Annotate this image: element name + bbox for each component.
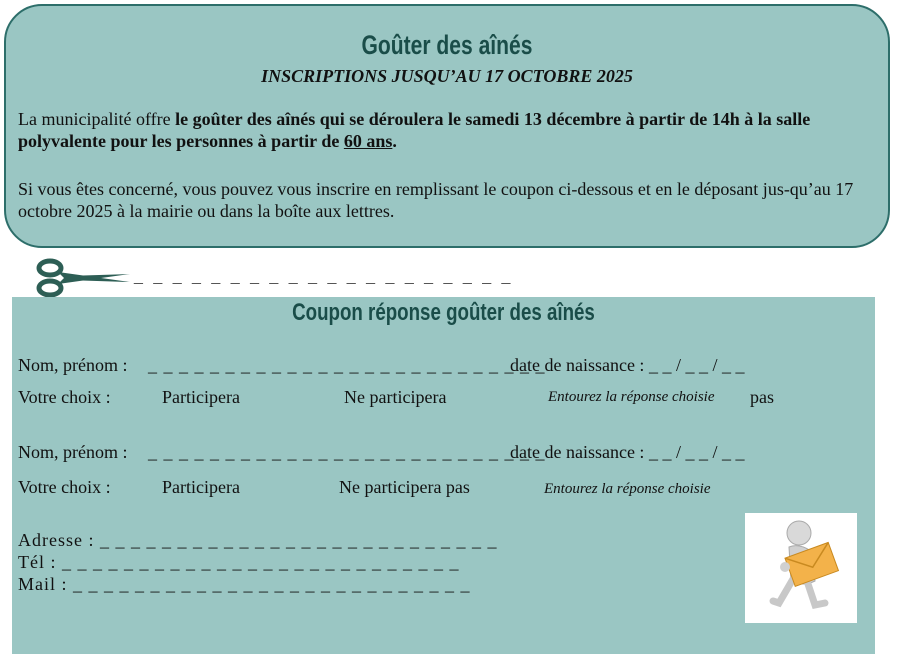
invitation-paragraph — [18, 108, 890, 152]
invitation-details: le goûter des aînés qui se déroulera le samedi 13 décembre à partir de 14h à la salle polyvalente pour les personnes à partir de — [18, 109, 811, 151]
person2-name-label: Nom, prénom : — [18, 442, 128, 462]
envelope-illustration — [745, 513, 857, 623]
person1-name-label: Nom, prénom : — [18, 355, 128, 375]
person1-hint: Entourez la réponse choisie — [548, 389, 715, 405]
person1-dob-field[interactable]: date de naissance : _ _ / _ _ / _ _ — [510, 355, 745, 375]
coupon-title: Coupon réponse goûter des aînés — [292, 299, 595, 326]
invitation-prefix: La municipalité offre — [18, 109, 176, 129]
person1-trailing-text: pas — [750, 387, 774, 407]
person2-name-field[interactable]: _ _ _ _ _ _ _ _ _ _ _ _ _ _ _ _ _ _ _ _ _ _ _ _ _ _ — [148, 442, 546, 462]
person2-choice-label: Votre choix : — [18, 477, 111, 497]
person1-option-decline[interactable]: Ne participera — [344, 387, 447, 407]
cut-line: _ _ _ _ _ _ _ _ _ _ _ _ _ _ _ _ _ _ _ _ — [134, 268, 514, 285]
person1-name-field[interactable]: _ _ _ _ _ _ _ _ _ _ _ _ _ _ _ _ _ _ _ _ _ _ _ _ _ _ — [148, 355, 546, 375]
age-threshold: 60 ans — [343, 131, 393, 151]
instructions-paragraph: Si vous êtes concerné, vous pouvez vous inscrire en remplissant le coupon ci-dessous et en le déposant jus-qu’au 17 octobre 2025 à la mairie ou dans la boîte aux lettres. — [18, 179, 854, 221]
phone-field[interactable]: Tél : _ _ _ _ _ _ _ _ _ _ _ _ _ _ _ _ _ _ _ _ _ _ _ _ _ _ — [18, 552, 460, 572]
envelope-person-icon — [745, 513, 857, 623]
announcement-box — [4, 4, 890, 248]
reply-coupon — [12, 297, 875, 654]
person2-option-decline[interactable]: Ne participera pas — [339, 477, 470, 497]
invitation-suffix: . — [392, 131, 397, 151]
scissors-icon — [36, 258, 132, 298]
email-field[interactable]: Mail : _ _ _ _ _ _ _ _ _ _ _ _ _ _ _ _ _ _ _ _ _ _ _ _ _ _ — [18, 574, 471, 594]
person1-option-participate[interactable]: Participera — [162, 387, 240, 407]
person2-option-participate[interactable]: Participera — [162, 477, 240, 497]
person2-hint: Entourez la réponse choisie — [544, 481, 711, 497]
registration-deadline: INSCRIPTIONS JUSQU’AU 17 OCTOBRE 2025 — [261, 66, 633, 86]
person2-dob-field[interactable]: date de naissance : _ _ / _ _ / _ _ — [510, 442, 745, 462]
person1-choice-label: Votre choix : — [18, 387, 111, 407]
page-title: Goûter des aînés — [361, 30, 533, 60]
address-field[interactable]: Adresse : _ _ _ _ _ _ _ _ _ _ _ _ _ _ _ _ _ _ _ _ _ _ _ _ _ _ — [18, 530, 498, 550]
